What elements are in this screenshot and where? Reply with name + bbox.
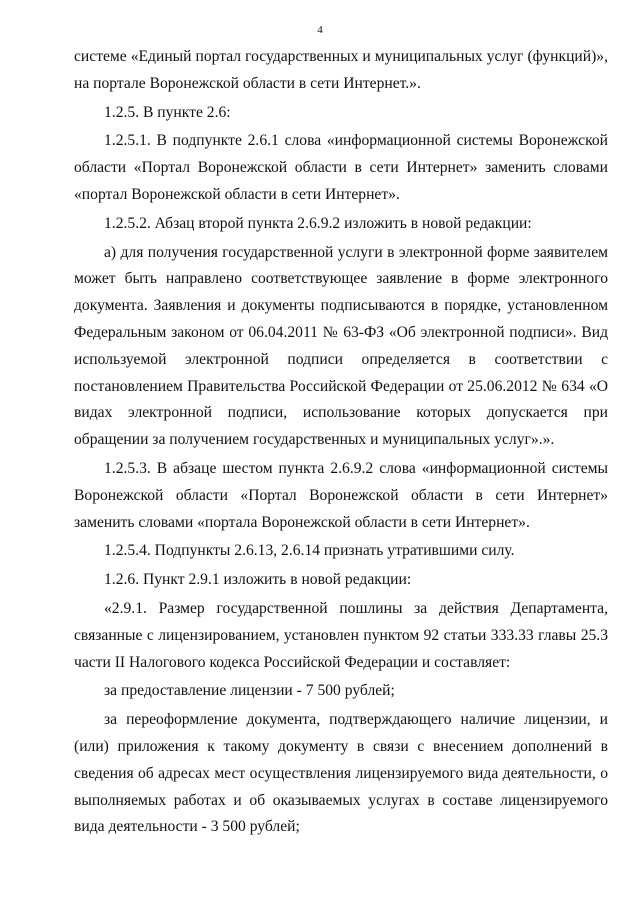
paragraph: 1.2.5.2. Абзац второй пункта 2.6.9.2 изложить в новой редакции: <box>104 214 532 232</box>
document-body <box>74 44 608 841</box>
paragraph: 1.2.5.4. Подпункты 2.6.13, 2.6.14 признать утратившими силу. <box>104 542 515 560</box>
paragraph: 1.2.6. Пункт 2.9.1 изложить в новой редакции: <box>104 571 412 589</box>
page-number: 4 <box>317 24 323 36</box>
paragraph: за предоставление лицензии - 7 500 рублей; <box>104 682 395 700</box>
paragraph: а) для получения государственной услуги в электронной форме заявителем может быть направлено соответствующее заявление в форме электронного документа. Заявления и документы подписываются в порядке, установленном Федеральным законом от 06.04.2011 № 63-ФЗ «Об электронной подписи». Вид используемой электронной подписи определяется в соответствии с постановлением Правительства Российской Федерации от 25.06.2012 № 634 «О видах электронной подписи, использование которых допускается при обращении за получением государственных и муниципальных услуг».». <box>74 243 608 449</box>
paragraph: системе «Единый портал государственных и муниципальных услуг (функций)», на портале Воронежской области в сети Интернет.». <box>74 48 608 92</box>
paragraph: 1.2.5. В пункте 2.6: <box>104 103 231 121</box>
paragraph: 1.2.5.3. В абзаце шестом пункта 2.6.9.2 слова «информационной системы Воронежской области «Портал Воронежской области в сети Интернет» заменить словами «портала Воронежской области в сети Интернет». <box>74 459 608 531</box>
paragraph: «2.9.1. Размер государственной пошлины за действия Департамента, связанные с лицензированием, установлен пунктом 92 статьи 333.33 главы 25.3 части II Налогового кодекса Российской Федерации и составляет: <box>74 599 608 671</box>
paragraph: 1.2.5.1. В подпункте 2.6.1 слова «информационной системы Воронежской области «Портал Воронежской области в сети Интернет» заменить словами «портал Воронежской области в сети Интернет». <box>74 132 608 203</box>
paragraph: за переоформление документа, подтверждающего наличие лицензии, и (или) приложения к такому документу в связи с внесением дополнений в сведения об адресах мест осуществления лицензируемого вида деятельности, о выполняемых работах и об оказываемых услугах в составе лицензируемого вида деятельности - 3 500 рублей; <box>74 711 608 836</box>
